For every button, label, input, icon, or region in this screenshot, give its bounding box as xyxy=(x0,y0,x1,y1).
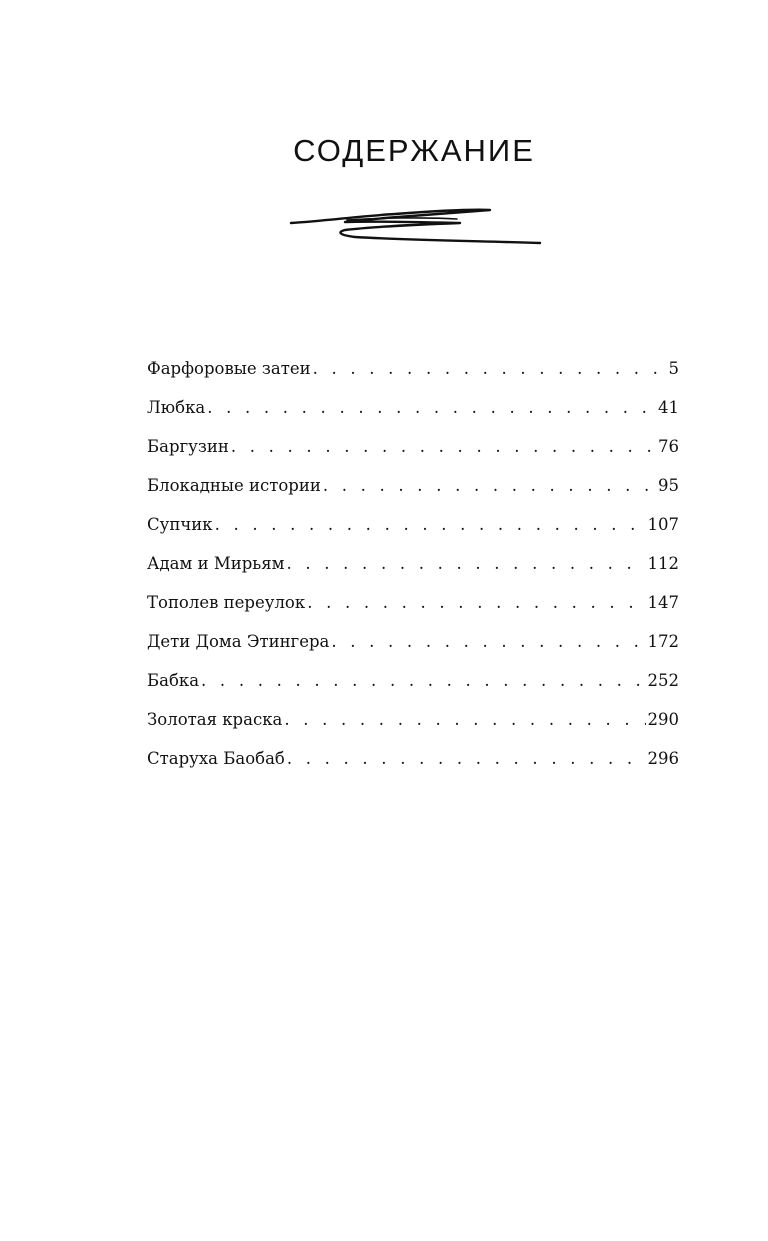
dot-leader xyxy=(313,355,667,383)
dot-leader xyxy=(307,589,645,617)
toc-entry[interactable] xyxy=(147,628,679,667)
dot-leader xyxy=(207,394,656,422)
toc-entry-page-number: 76 xyxy=(658,437,679,456)
toc-entry[interactable] xyxy=(147,745,679,784)
toc-entry[interactable] xyxy=(147,589,679,628)
toc-entry[interactable] xyxy=(147,511,679,550)
page-title: СОДЕРЖАНИЕ xyxy=(293,133,535,168)
toc-entry-title: Супчик xyxy=(147,515,213,534)
toc-entry-page-number: 95 xyxy=(658,476,679,495)
toc-entry[interactable] xyxy=(147,433,679,472)
dot-leader xyxy=(231,433,656,461)
dot-leader xyxy=(287,550,646,578)
toc-entry[interactable] xyxy=(147,472,679,511)
table-of-contents xyxy=(147,355,679,784)
toc-entry-page-number: 5 xyxy=(668,359,679,378)
flourish-icon xyxy=(285,202,547,254)
toc-entry[interactable] xyxy=(147,706,679,745)
toc-entry-page-number: 112 xyxy=(647,554,679,573)
dot-leader xyxy=(331,628,645,656)
toc-entry-title: Баргузин xyxy=(147,437,229,456)
toc-entry-page-number: 290 xyxy=(647,710,679,729)
dot-leader xyxy=(201,667,645,695)
toc-entry-page-number: 147 xyxy=(647,593,679,612)
toc-entry-page-number: 252 xyxy=(647,671,679,690)
toc-entry-page-number: 107 xyxy=(647,515,679,534)
toc-entry-title: Фарфоровые затеи xyxy=(147,359,311,378)
toc-entry-title: Адам и Мирьям xyxy=(147,554,285,573)
toc-entry[interactable] xyxy=(147,667,679,706)
toc-entry[interactable] xyxy=(147,394,679,433)
toc-entry-title: Золотая краска xyxy=(147,710,283,729)
toc-entry-title: Тополев переулок xyxy=(147,593,306,612)
toc-entry-page-number: 41 xyxy=(658,398,679,417)
dot-leader xyxy=(284,706,645,734)
toc-entry-title: Старуха Баобаб xyxy=(147,749,285,768)
dot-leader xyxy=(323,472,656,500)
dot-leader xyxy=(287,745,646,773)
toc-entry-title: Бабка xyxy=(147,671,200,690)
dot-leader xyxy=(215,511,646,539)
toc-entry-page-number: 172 xyxy=(647,632,679,651)
toc-entry[interactable] xyxy=(147,550,679,589)
toc-entry-title: Дети Дома Этингера xyxy=(147,632,330,651)
toc-entry-title: Любка xyxy=(147,398,206,417)
toc-entry-page-number: 296 xyxy=(647,749,679,768)
toc-entry-title: Блокадные истории xyxy=(147,476,321,495)
toc-entry[interactable] xyxy=(147,355,679,394)
